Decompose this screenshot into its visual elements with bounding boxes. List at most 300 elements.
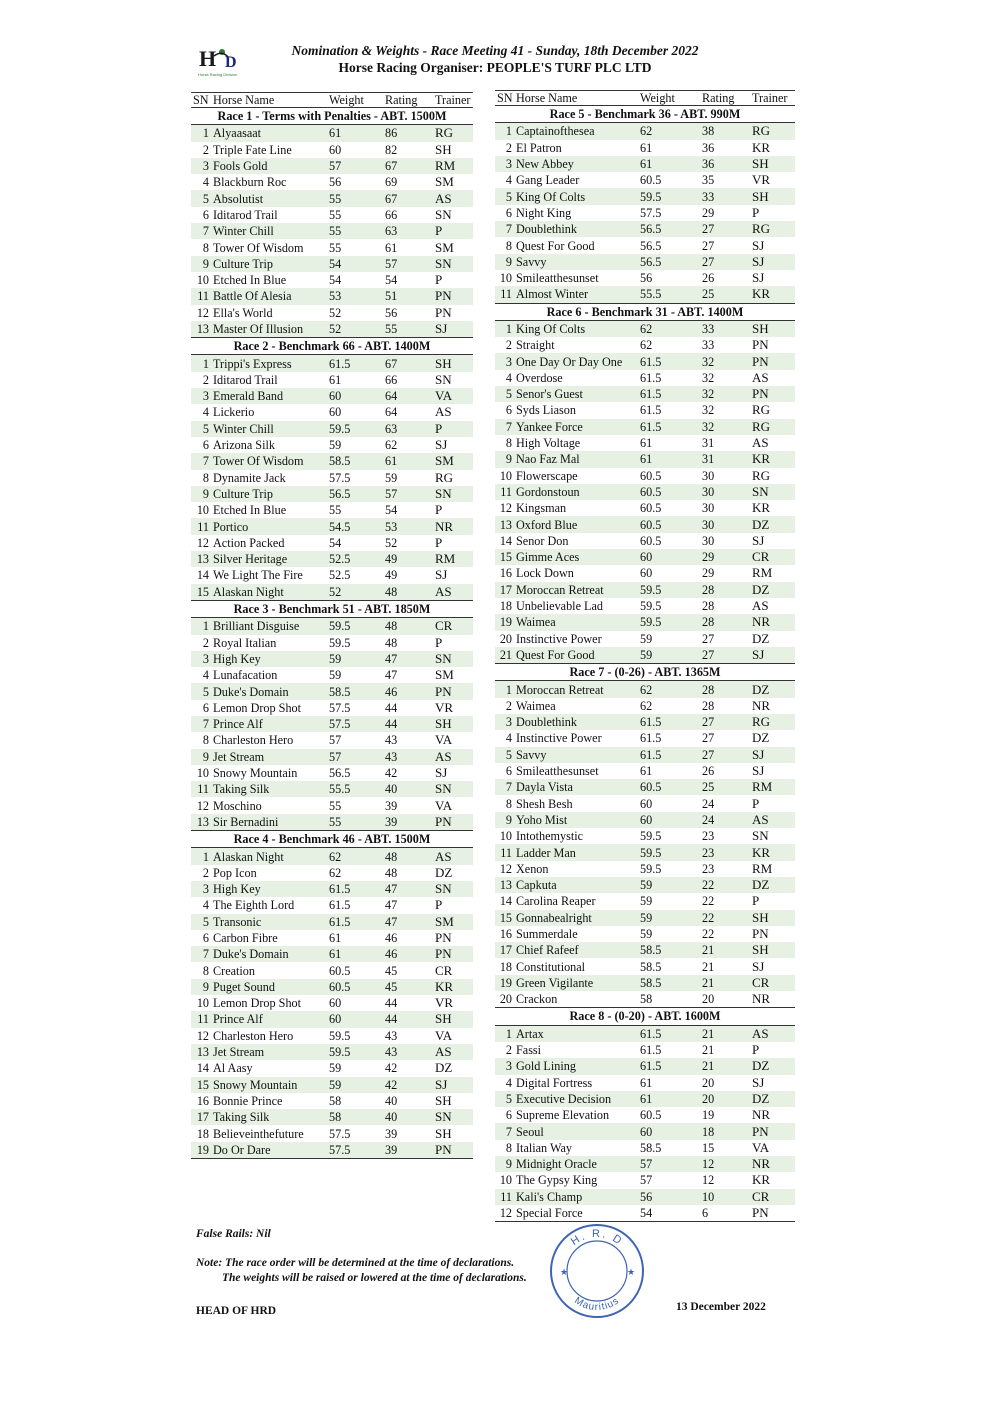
horse-rating: 39 xyxy=(385,814,435,831)
horse-sn: 14 xyxy=(196,1061,209,1076)
horse-sn: 7 xyxy=(191,716,213,732)
horse-trainer: RM xyxy=(752,860,773,876)
col-weight: Weight xyxy=(329,93,385,108)
horse-trainer: VA xyxy=(435,797,453,813)
horse-name: Transonic xyxy=(213,914,329,930)
table-row xyxy=(495,926,795,942)
horse-name: Kali's Champ xyxy=(516,1189,640,1205)
horse-rating: 27 xyxy=(702,747,752,763)
note-line-2: The weights will be raised or lowered at the time of declarations. xyxy=(222,1272,527,1284)
table-row xyxy=(191,749,473,765)
note-line-1: Note: The race order will be determined at the time of declarations. xyxy=(196,1257,515,1269)
table-row xyxy=(191,765,473,781)
horse-rating: 30 xyxy=(702,533,715,548)
horse-sn: 2 xyxy=(505,140,512,155)
horse-trainer: SN xyxy=(435,206,452,222)
horse-weight: 60 xyxy=(329,142,342,157)
horse-weight: 56 xyxy=(640,1189,702,1205)
horse-rating: 63 xyxy=(385,421,435,437)
horse-sn: 1 xyxy=(495,123,516,140)
table-row xyxy=(191,125,473,142)
horse-name: Taking Silk xyxy=(213,1109,329,1125)
horse-sn: 9 xyxy=(495,451,516,467)
horse-weight: 61.5 xyxy=(329,355,385,372)
horse-trainer: P xyxy=(752,204,760,220)
horse-sn: 15 xyxy=(495,910,516,926)
horse-weight: 59 xyxy=(329,1061,342,1076)
table-row xyxy=(191,272,473,288)
table-row xyxy=(191,584,473,601)
horse-name: Etched In Blue xyxy=(213,273,287,288)
horse-trainer: SH xyxy=(752,156,795,172)
horse-weight: 60 xyxy=(329,1011,385,1027)
horse-name: Summerdale xyxy=(516,926,578,941)
horse-rating: 61 xyxy=(385,453,435,469)
horse-sn: 6 xyxy=(505,1108,512,1123)
horse-trainer: P xyxy=(435,421,473,437)
horse-weight: 61 xyxy=(640,764,653,779)
horse-trainer: P xyxy=(752,795,760,811)
horse-weight: 56 xyxy=(640,271,653,286)
horse-trainer: RM xyxy=(752,565,773,581)
horse-trainer: DZ xyxy=(435,864,453,880)
horse-sn: 1 xyxy=(191,618,213,635)
table-row xyxy=(191,618,473,635)
horse-rating: 12 xyxy=(702,1156,752,1172)
horse-trainer: CR xyxy=(435,962,453,978)
table-row xyxy=(495,614,795,630)
horse-rating: 25 xyxy=(702,286,752,303)
horse-name: Yoho Mist xyxy=(516,812,640,828)
horse-trainer: CR xyxy=(752,975,795,991)
table-row xyxy=(191,683,473,699)
horse-weight: 55 xyxy=(329,207,342,222)
horse-trainer: RG xyxy=(435,125,473,142)
horse-sn: 21 xyxy=(495,647,516,664)
col-horse-name: Horse Name xyxy=(516,91,640,106)
horse-name: Capkuta xyxy=(516,877,640,893)
horse-weight: 57 xyxy=(329,749,385,765)
table-row xyxy=(191,174,473,190)
horse-name: Pop Icon xyxy=(213,865,257,880)
horse-sn: 6 xyxy=(202,930,209,945)
horse-name: Brilliant Disguise xyxy=(213,618,329,635)
horse-weight: 59.5 xyxy=(640,188,702,204)
horse-name: Moschino xyxy=(213,798,262,813)
horse-name: Arizona Silk xyxy=(213,438,275,453)
horse-sn: 18 xyxy=(499,599,512,614)
horse-trainer: SJ xyxy=(752,747,795,763)
table-row xyxy=(495,747,795,763)
horse-sn: 1 xyxy=(495,1025,516,1042)
horse-rating: 29 xyxy=(702,205,715,220)
horse-sn: 13 xyxy=(191,1044,213,1060)
horse-name: Fassi xyxy=(516,1043,542,1058)
horse-name: Moroccan Retreat xyxy=(516,681,640,698)
horse-trainer: NR xyxy=(752,991,771,1007)
horse-trainer: SH xyxy=(752,910,795,926)
table-row xyxy=(495,795,795,811)
horse-sn: 6 xyxy=(202,438,209,453)
horse-weight: 59 xyxy=(640,631,653,646)
horse-name: The Eighth Lord xyxy=(213,898,295,913)
horse-trainer: SJ xyxy=(435,1077,473,1093)
horse-trainer: P xyxy=(435,223,473,239)
horse-name: Seoul xyxy=(516,1123,640,1139)
horse-sn: 15 xyxy=(191,1077,213,1093)
horse-name: Instinctive Power xyxy=(516,631,602,646)
horse-name: El Patron xyxy=(516,140,562,155)
horse-name: Ladder Man xyxy=(516,844,640,860)
horse-trainer: SJ xyxy=(435,321,473,338)
horse-name: Doublethink xyxy=(516,714,640,730)
false-rails-note: False Rails: Nil xyxy=(196,1228,271,1240)
horse-weight: 62 xyxy=(640,320,702,337)
horse-weight: 60 xyxy=(329,996,342,1011)
horse-sn: 1 xyxy=(495,681,516,698)
horse-rating: 44 xyxy=(385,700,398,715)
horse-weight: 61 xyxy=(329,372,342,387)
horse-name: Snowy Mountain xyxy=(213,766,298,781)
horse-weight: 60.5 xyxy=(640,468,662,483)
horse-weight: 61 xyxy=(640,1075,653,1090)
svg-text:D: D xyxy=(225,54,237,71)
horse-rating: 64 xyxy=(385,405,398,420)
horse-name: Oxford Blue xyxy=(516,516,640,532)
horse-rating: 54 xyxy=(385,273,398,288)
table-row xyxy=(495,386,795,402)
horse-rating: 44 xyxy=(385,1011,435,1027)
table-row xyxy=(191,518,473,534)
horse-weight: 59.5 xyxy=(640,829,662,844)
horse-trainer: SJ xyxy=(435,437,448,453)
horse-name: Royal Italian xyxy=(213,635,277,650)
horse-rating: 6 xyxy=(702,1205,752,1222)
horse-sn: 8 xyxy=(202,733,209,748)
horse-weight: 61.5 xyxy=(329,914,385,930)
horse-name: Xenon xyxy=(516,861,549,876)
table-row xyxy=(191,486,473,502)
horse-sn: 5 xyxy=(191,683,213,699)
horse-name: Intothemystic xyxy=(516,829,584,844)
horse-sn: 14 xyxy=(196,568,209,583)
horse-weight: 60.5 xyxy=(640,533,662,548)
horse-sn: 8 xyxy=(505,238,512,253)
horse-sn: 8 xyxy=(202,240,209,255)
table-row xyxy=(191,305,473,321)
horse-sn: 1 xyxy=(191,125,213,142)
horse-weight: 62 xyxy=(329,848,385,865)
table-row xyxy=(495,549,795,565)
horse-weight: 54.5 xyxy=(329,518,385,534)
horse-weight: 59.5 xyxy=(329,618,385,635)
horse-weight: 59.5 xyxy=(640,582,702,598)
horse-name: Yankee Force xyxy=(516,419,640,435)
horse-sn: 19 xyxy=(495,975,516,991)
horse-rating: 24 xyxy=(702,812,752,828)
horse-sn: 11 xyxy=(191,1011,213,1027)
horse-name: Emerald Band xyxy=(213,388,329,404)
table-row xyxy=(191,1060,473,1076)
horse-sn: 8 xyxy=(505,1140,512,1155)
horse-rating: 29 xyxy=(702,566,715,581)
horse-trainer: VR xyxy=(435,699,454,715)
horse-rating: 32 xyxy=(702,403,715,418)
horse-rating: 67 xyxy=(385,158,435,174)
table-row xyxy=(495,893,795,909)
horse-trainer: SJ xyxy=(752,254,795,270)
horse-rating: 23 xyxy=(702,844,752,860)
horse-weight: 60.5 xyxy=(640,1108,662,1123)
table-row xyxy=(495,172,795,188)
table-row xyxy=(495,451,795,467)
horse-name: Blackburn Roc xyxy=(213,175,287,190)
horse-rating: 21 xyxy=(702,975,752,991)
horse-weight: 58.5 xyxy=(329,453,385,469)
horse-trainer: SJ xyxy=(752,763,765,779)
horse-name: High Voltage xyxy=(516,436,581,451)
horse-rating: 43 xyxy=(385,749,435,765)
horse-name: Digital Fortress xyxy=(516,1075,593,1090)
col-rating: Rating xyxy=(702,91,752,106)
horse-sn: 18 xyxy=(499,959,512,974)
horse-name: Lemon Drop Shot xyxy=(213,700,302,715)
horse-trainer: NR xyxy=(435,518,473,534)
table-row xyxy=(495,1058,795,1074)
horse-weight: 60 xyxy=(640,549,702,565)
horse-rating: 42 xyxy=(385,1077,435,1093)
table-row xyxy=(191,995,473,1011)
horse-rating: 53 xyxy=(385,518,435,534)
horse-name: Italian Way xyxy=(516,1140,572,1155)
horse-weight: 56 xyxy=(329,175,342,190)
horse-name: Savvy xyxy=(516,254,640,270)
horse-sn: 12 xyxy=(499,501,512,516)
horse-weight: 52 xyxy=(329,584,385,601)
horse-sn: 3 xyxy=(191,388,213,404)
horse-name: Flowerscape xyxy=(516,468,578,483)
table-row xyxy=(495,337,795,353)
horse-weight: 61.5 xyxy=(640,1043,662,1058)
horse-sn: 17 xyxy=(495,942,516,958)
horse-trainer: VR xyxy=(752,172,771,188)
horse-name: Senor Don xyxy=(516,533,569,548)
horse-weight: 55 xyxy=(329,503,342,518)
table-row xyxy=(495,1123,795,1139)
horse-name: Syds Liason xyxy=(516,403,576,418)
horse-weight: 59.5 xyxy=(329,421,385,437)
horse-name: Moroccan Retreat xyxy=(516,582,640,598)
horse-trainer: VA xyxy=(435,388,473,404)
table-row xyxy=(495,353,795,369)
horse-trainer: AS xyxy=(435,848,473,865)
horse-name: Overdose xyxy=(516,370,563,385)
horse-name: Winter Chill xyxy=(213,421,329,437)
horse-sn: 13 xyxy=(495,516,516,532)
svg-text:H. R. D xyxy=(569,1228,625,1248)
horse-sn: 9 xyxy=(495,1156,516,1172)
horse-name: Culture Trip xyxy=(213,486,329,502)
race-title: Race 6 - Benchmark 31 - ABT. 1400M xyxy=(495,303,795,320)
horse-name: Waimea xyxy=(516,698,556,713)
table-row xyxy=(495,1189,795,1205)
table-row xyxy=(191,651,473,667)
horse-sn: 9 xyxy=(191,486,213,502)
horse-weight: 55.5 xyxy=(640,286,702,303)
table-row xyxy=(495,582,795,598)
table-row xyxy=(191,897,473,913)
horse-rating: 26 xyxy=(702,764,715,779)
horse-weight: 61 xyxy=(640,451,702,467)
horse-rating: 48 xyxy=(385,618,435,635)
table-row xyxy=(495,140,795,156)
horse-trainer: SH xyxy=(435,716,473,732)
horse-trainer: DZ xyxy=(752,516,795,532)
horse-name: Unbelievable Lad xyxy=(516,599,603,614)
horse-trainer: SH xyxy=(435,141,452,157)
horse-sn: 8 xyxy=(202,470,209,485)
stamp-top-text: H. R. D xyxy=(568,1228,626,1249)
horse-rating: 48 xyxy=(385,584,435,601)
horse-name: Constitutional xyxy=(516,959,586,974)
horse-sn: 12 xyxy=(196,798,209,813)
horse-trainer: DZ xyxy=(752,1091,795,1107)
horse-sn: 16 xyxy=(499,566,512,581)
horse-rating: 31 xyxy=(702,451,752,467)
horse-trainer: P xyxy=(435,897,443,913)
horse-name: Snowy Mountain xyxy=(213,1077,329,1093)
horse-sn: 3 xyxy=(191,881,213,897)
horse-weight: 56.5 xyxy=(329,766,351,781)
horse-trainer: SH xyxy=(435,1125,452,1141)
horse-rating: 33 xyxy=(702,320,752,337)
horse-sn: 3 xyxy=(191,158,213,174)
horse-name: Iditarod Trail xyxy=(213,207,278,222)
horse-rating: 25 xyxy=(702,779,752,795)
horse-name: Gang Leader xyxy=(516,173,580,188)
horse-rating: 44 xyxy=(385,716,435,732)
horse-name: Puget Sound xyxy=(213,979,329,995)
horse-name: Captainofthesea xyxy=(516,123,640,140)
horse-sn: 7 xyxy=(495,779,516,795)
table-row xyxy=(191,1142,473,1159)
horse-trainer: AS xyxy=(752,598,769,614)
horse-rating: 67 xyxy=(385,355,435,372)
horse-rating: 63 xyxy=(385,223,435,239)
table-row xyxy=(495,779,795,795)
hrd-stamp xyxy=(548,1222,646,1320)
horse-rating: 69 xyxy=(385,175,398,190)
horse-rating: 47 xyxy=(385,898,398,913)
horse-name: Al Aasy xyxy=(213,1061,253,1076)
horse-trainer: AS xyxy=(435,584,473,601)
horse-trainer: NR xyxy=(752,697,771,713)
horse-weight: 55 xyxy=(329,190,385,206)
horse-name: Tower Of Wisdom xyxy=(213,240,304,255)
horse-sn: 5 xyxy=(495,386,516,402)
table-row xyxy=(495,1042,795,1058)
horse-sn: 5 xyxy=(495,747,516,763)
horse-trainer: SJ xyxy=(752,958,765,974)
horse-trainer: PN xyxy=(435,946,473,962)
table-row xyxy=(191,635,473,651)
horse-name: Dynamite Jack xyxy=(213,470,286,485)
horse-rating: 55 xyxy=(385,321,435,338)
horse-rating: 45 xyxy=(385,963,398,978)
table-row xyxy=(495,763,795,779)
horse-name: Gonnabealright xyxy=(516,910,640,926)
horse-rating: 54 xyxy=(385,503,398,518)
table-row xyxy=(191,158,473,174)
horse-weight: 60.5 xyxy=(640,173,662,188)
horse-rating: 32 xyxy=(702,419,752,435)
horse-trainer: KR xyxy=(752,451,795,467)
horse-trainer: P xyxy=(435,272,443,288)
horse-sn: 2 xyxy=(505,1043,512,1058)
horse-sn: 13 xyxy=(191,814,213,831)
horse-sn: 3 xyxy=(495,714,516,730)
horse-rating: 32 xyxy=(702,353,752,369)
horse-weight: 60 xyxy=(329,405,342,420)
race-header-row xyxy=(191,600,473,617)
horse-weight: 59 xyxy=(329,651,385,667)
horse-sn: 4 xyxy=(505,731,512,746)
table-row xyxy=(495,565,795,581)
horse-rating: 66 xyxy=(385,372,398,387)
horse-rating: 52 xyxy=(385,535,398,550)
horse-weight: 57.5 xyxy=(329,716,385,732)
horse-sn: 7 xyxy=(495,221,516,237)
horse-name: Prince Alf xyxy=(213,1011,329,1027)
horse-name: Gordonstoun xyxy=(516,484,640,500)
table-row xyxy=(191,567,473,583)
horse-rating: 47 xyxy=(385,914,435,930)
horse-name: Doublethink xyxy=(516,221,640,237)
horse-rating: 66 xyxy=(385,207,398,222)
horse-weight: 57.5 xyxy=(329,1126,351,1141)
horse-rating: 27 xyxy=(702,731,715,746)
race-header-row xyxy=(191,338,473,355)
horse-rating: 57 xyxy=(385,486,435,502)
horse-trainer: PN xyxy=(435,929,452,945)
horse-weight: 60 xyxy=(640,812,702,828)
horse-weight: 59.5 xyxy=(329,635,351,650)
horse-rating: 22 xyxy=(702,894,715,909)
horse-weight: 54 xyxy=(329,256,385,272)
horse-weight: 55 xyxy=(329,223,385,239)
horse-weight: 61 xyxy=(329,946,385,962)
horse-trainer: PN xyxy=(435,814,473,831)
horse-name: Green Vigilante xyxy=(516,975,640,991)
horse-trainer: SJ xyxy=(752,1074,765,1090)
horse-sn: 10 xyxy=(196,503,209,518)
horse-trainer: PN xyxy=(752,386,795,402)
horse-name: Silver Heritage xyxy=(213,551,329,567)
horse-weight: 59 xyxy=(329,438,342,453)
horse-trainer: SH xyxy=(435,355,473,372)
race-header-row xyxy=(495,106,795,123)
table-row xyxy=(191,404,473,420)
horse-rating: 32 xyxy=(702,370,715,385)
horse-name: Absolutist xyxy=(213,190,329,206)
horse-trainer: KR xyxy=(752,286,795,303)
table-row xyxy=(191,453,473,469)
table-row xyxy=(495,419,795,435)
horse-rating: 47 xyxy=(385,881,435,897)
horse-rating: 67 xyxy=(385,190,435,206)
horse-weight: 61.5 xyxy=(640,1058,702,1074)
col-trainer: Trainer xyxy=(435,93,473,108)
